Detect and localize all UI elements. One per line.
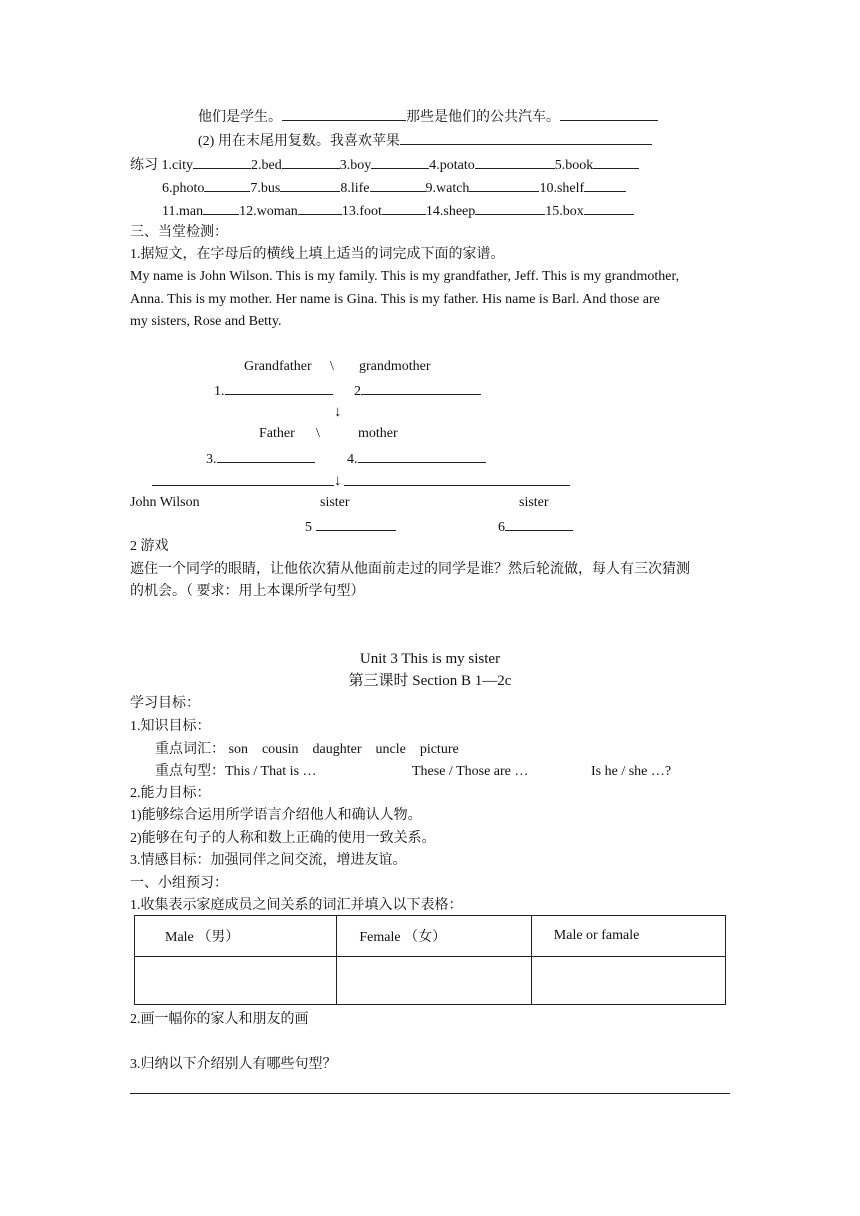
pattern-item: These / Those are … [412, 764, 529, 779]
practice-row-3 [162, 201, 634, 221]
tree-mother: mother [358, 426, 398, 441]
practice-word: 3.boy [339, 158, 372, 173]
table-header-row [135, 916, 726, 957]
answer-blank[interactable] [370, 178, 426, 192]
tree-grandfather: Grandfather [244, 359, 312, 374]
question-1: 1.据短文，在字母后的横线上填上适当的词完成下面的家谱。 [130, 247, 505, 262]
tree-blank-3 [206, 449, 315, 469]
preview-question-3: 3.归纳以下介绍别人有哪些句型？ [130, 1057, 337, 1072]
practice-row-1 [130, 155, 639, 175]
emotion-goal: 3.情感目标：加强同伴之间交流，增进友谊。 [130, 853, 407, 868]
answer-blank[interactable] [584, 201, 634, 215]
answer-blank[interactable] [225, 381, 333, 395]
tree-father: Father [259, 426, 295, 441]
vocab-line [155, 741, 459, 759]
ability-item: 2)能够在句子的人称和数上正确的使用一致关系。 [130, 831, 436, 846]
answer-blank[interactable] [316, 517, 396, 531]
game-title: 2 游戏 [130, 539, 169, 554]
practice-row-2 [162, 178, 626, 198]
practice-word: 11.man [162, 204, 204, 219]
tree-blank-4 [347, 449, 486, 469]
blank-number: 1. [214, 384, 225, 399]
translation-line [198, 107, 658, 127]
answer-blank[interactable] [282, 155, 340, 169]
practice-label: 练习 [130, 158, 158, 173]
answer-blank[interactable] [298, 201, 342, 215]
preview-heading: 一、小组预习： [130, 876, 228, 891]
tree-blank-2 [354, 381, 481, 401]
ability-goal: 2.能力目标： [130, 786, 211, 801]
answer-blank[interactable] [280, 178, 340, 192]
tree-separator: \ [316, 426, 320, 441]
preview-question-2: 2.画一幅你的家人和朋友的画 [130, 1012, 309, 1027]
column-male: Male （男） [135, 916, 337, 957]
practice-word: 15.box [545, 204, 584, 219]
section-heading: 三、当堂检测： [130, 225, 228, 240]
down-arrow-icon: ↓ [334, 404, 342, 420]
tree-sister: sister [320, 495, 350, 510]
practice-word: 4.potato [429, 158, 475, 173]
pattern-label-line [155, 763, 317, 781]
table-cell-input[interactable] [337, 957, 531, 1005]
answer-blank[interactable] [193, 155, 251, 169]
answer-blank[interactable] [204, 178, 250, 192]
practice-word: 9.watch [425, 181, 470, 196]
practice-word: 6.photo [162, 181, 205, 196]
answer-line[interactable] [130, 1093, 730, 1094]
game-text: 遮住一个同学的眼睛，让他依次猜从他面前走过的同学是谁？然后轮流做，每人有三次猜测 [130, 562, 690, 577]
tree-blank-1 [214, 381, 333, 401]
vocab-word: picture [419, 742, 459, 757]
game-text: 的机会。（ 要求：用上本课所学句型） [130, 584, 365, 599]
blank-number: 4. [347, 452, 358, 467]
tree-branch-line [152, 485, 334, 486]
ability-item: 1)能够综合运用所学语言介绍他人和确认人物。 [130, 808, 422, 823]
answer-blank[interactable] [203, 201, 239, 215]
vocab-word: daughter [312, 742, 362, 757]
vocab-label: 重点词汇： [155, 742, 225, 757]
passage-line: my sisters, Rose and Betty. [130, 314, 282, 329]
column-male-or-female: Male or famale [531, 916, 725, 957]
vocab-word: cousin [261, 742, 299, 757]
tree-branch-line [344, 485, 570, 486]
practice-word: 14.sheep [425, 204, 476, 219]
blank-number: 6 [498, 520, 505, 535]
answer-blank[interactable] [382, 201, 426, 215]
knowledge-goal: 1.知识目标： [130, 719, 211, 734]
blank-number: 2 [354, 384, 361, 399]
tree-sister: sister [519, 495, 549, 510]
practice-word: 8.life [340, 181, 370, 196]
blank-number: 3. [206, 452, 217, 467]
practice-word: 12.woman [239, 204, 298, 219]
tree-blank-6 [498, 517, 573, 537]
practice-word: 5.book [554, 158, 594, 173]
unit-subtitle: 第三课时 Section B 1—2c [348, 673, 512, 689]
practice-word: 7.bus [250, 181, 281, 196]
answer-blank[interactable] [469, 178, 539, 192]
table-cell-input[interactable] [135, 957, 337, 1005]
practice-word: 1.city [161, 158, 193, 173]
column-female: Female （女） [337, 916, 531, 957]
table-row [135, 957, 726, 1005]
table-cell-input[interactable] [531, 957, 725, 1005]
practice-word: 2.bed [251, 158, 282, 173]
answer-blank[interactable] [217, 449, 315, 463]
pattern-item: This / That is … [225, 764, 317, 779]
answer-blank[interactable] [371, 155, 429, 169]
answer-blank[interactable] [584, 178, 626, 192]
pattern-item: Is he / she …? [591, 764, 672, 779]
answer-blank[interactable] [358, 449, 486, 463]
answer-blank[interactable] [282, 107, 406, 121]
practice-word: 10.shelf [539, 181, 585, 196]
blank-number: 5 [305, 520, 312, 535]
vocab-word: son [228, 742, 248, 757]
answer-blank[interactable] [560, 107, 658, 121]
answer-blank[interactable] [505, 517, 573, 531]
answer-blank[interactable] [593, 155, 639, 169]
answer-blank[interactable] [475, 201, 545, 215]
answer-blank[interactable] [475, 155, 555, 169]
preview-question-1: 1.收集表示家庭成员之间关系的词汇并填入以下表格： [130, 898, 463, 913]
family-words-table [134, 915, 726, 1005]
tree-separator: \ [330, 359, 334, 374]
passage-line: My name is John Wilson. This is my family. This is my grandfather, Jeff. This is my grandmother, [130, 269, 680, 284]
tree-blank-5 [305, 517, 396, 537]
pattern-label: 重点句型： [155, 764, 225, 779]
sentence-2: 那些是他们的公共汽车。 [406, 110, 560, 125]
down-arrow-icon: ↓ [334, 473, 342, 489]
practice-word: 13.foot [341, 204, 382, 219]
plural-rule-text: (2) 用在末尾用复数。我喜欢苹果 [198, 134, 400, 149]
unit-title: Unit 3 This is my sister [359, 651, 501, 667]
sentence-1: 他们是学生。 [198, 110, 282, 125]
answer-blank[interactable] [400, 131, 652, 145]
answer-blank[interactable] [361, 381, 481, 395]
vocab-word: uncle [375, 742, 406, 757]
tree-john: John Wilson [130, 495, 200, 510]
goals-heading: 学习目标： [130, 696, 200, 711]
plural-rule-line [198, 131, 652, 151]
tree-grandmother: grandmother [359, 359, 431, 374]
passage-line: Anna. This is my mother. Her name is Gina. This is my father. His name is Barl. And those are [130, 292, 660, 307]
